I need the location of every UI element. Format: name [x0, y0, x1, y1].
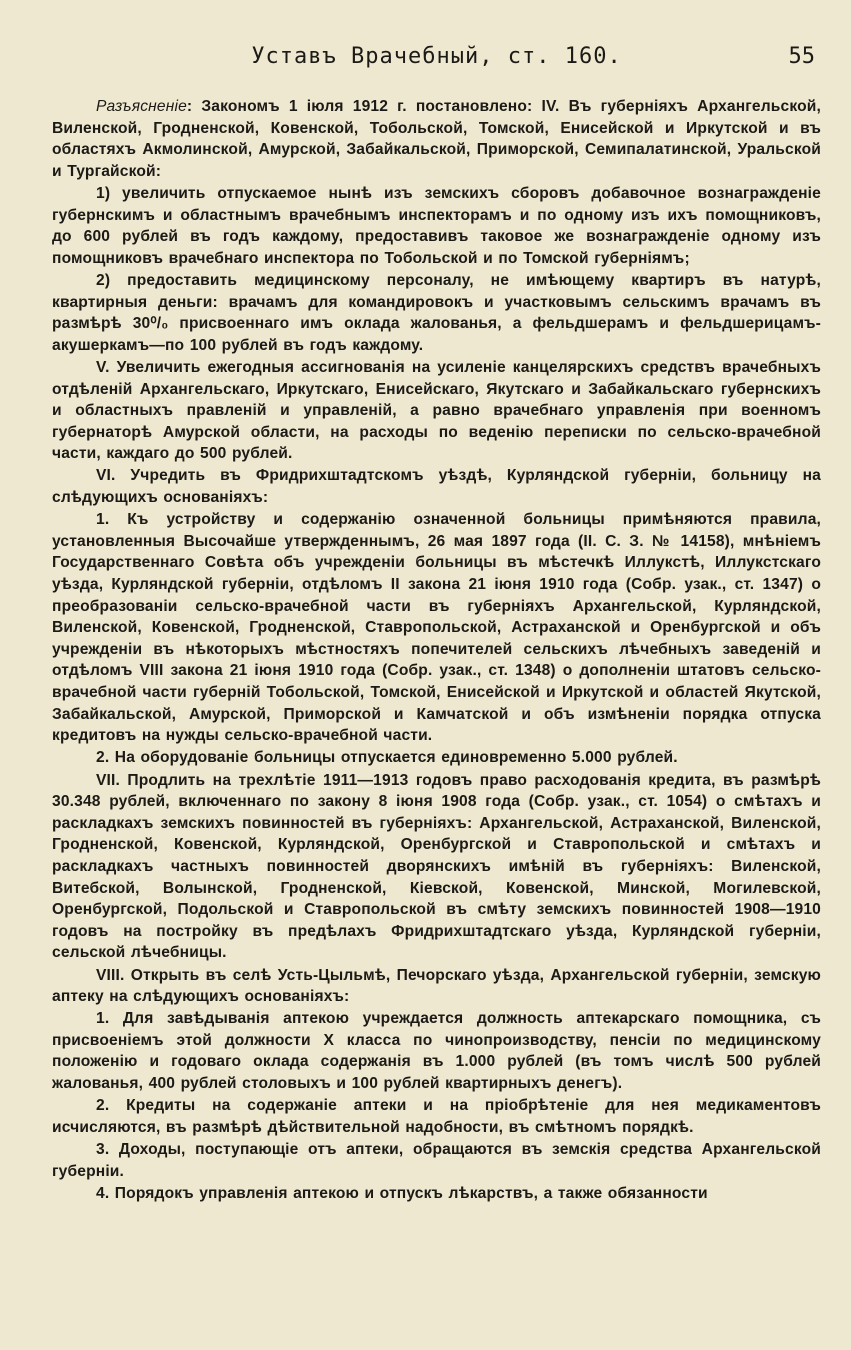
intro-paragraph [52, 96, 821, 182]
page-header [52, 44, 821, 78]
paragraph-viii-2: 2. Кредиты на содержаніе аптеки и на пріобрѣтеніе для нея медикаментовъ исчисляются, въ размѣрѣ дѣйствительной надобности, въ смѣтномъ порядкѣ. [52, 1097, 821, 1136]
running-title: Уставъ Врачебный, ст. 160. [251, 44, 622, 69]
paragraph-section-vii: VII. Продлить на трехлѣтіе 1911—1913 годовъ право расходованія кредита, въ размѣрѣ 30.348 рублей, включеннаго по закону 8 іюня 1908 года (Собр. узак., ст. 1054) о смѣтахъ и раскладкахъ земскихъ повинностей въ губерніяхъ: Архангельской, Астраханской, Виленской, Гродненской, Ковенской, Курляндской, Оренбургской и Ставропольской и смѣтахъ и раскладкахъ частныхъ повинностей дворянскихъ имѣній въ губерніяхъ: Виленской, Витебской, Волынской, Гродненской, Кіевской, Ковенской, Минской, Могилевской, Оренбургской, Подольской и Ставропольской въ смѣту земскихъ повинностей 1908—1910 годовъ на постройку въ предѣлахъ Фридрихштадтскаго уѣзда, Курляндской губерніи, сельской лѣчебницы. [52, 771, 821, 962]
document-body [52, 96, 821, 1204]
page-number: 55 [788, 44, 815, 69]
paragraph-1: 1) увеличить отпускаемое нынѣ изъ земскихъ сборовъ добавочное вознагражденіе губернскимъ и областнымъ врачебнымъ инспекторамъ и по одному изъ ихъ помощниковъ, до 600 рублей въ годъ каждому, предоставивъ таковое же вознагражденіе одному изъ помощниковъ врачебнаго инспектора по Тобольской и по Томской губерніямъ; [52, 184, 821, 267]
paragraph-section-viii: VIII. Открыть въ селѣ Усть-Цыльмѣ, Печорскаго уѣзда, Архангельской губерніи, земскую аптеку на слѣдующихъ основаніяхъ: [52, 966, 821, 1006]
paragraph-section-v: V. Увеличить ежегодныя ассигнованія на усиленіе канцелярскихъ средствъ врачебныхъ отдѣленій Архангельскаго, Иркутскаго, Енисейскаго, Якутскаго и Забайкальскаго губернскихъ и областныхъ правленій и управленій, а равно врачебнаго управленія при военномъ губернаторѣ Амурской области, на расходы по веденію переписки по сельско-врачебной части, каждаго до 500 рублей. [52, 358, 821, 463]
paragraph-vi-2: 2. На оборудованіе больницы отпускается единовременно 5.000 рублей. [96, 749, 678, 767]
intro-text: : Закономъ 1 іюля 1912 г. постановлено: IV. Въ губерніяхъ Архангельской, Виленской, Гродненской, Ковенской, Тобольской, Томской, Енисейской и Иркутской и въ областяхъ Акмолинской, Амурской, Забайкальской, Приморской, Семипалатинской, Уральской и Тургайской: [52, 98, 821, 180]
paragraph-vi-1: 1. Къ устройству и содержанію означенной больницы примѣняются правила, установленныя Высочайше утвержденнымъ, 26 мая 1897 года (II. С. З. № 14158), мнѣніемъ Государственнаго Совѣта объ учрежденіи больницы въ мѣстечкѣ Иллукстѣ, Иллукстскаго уѣзда, Курляндской губерніи, отдѣломъ II закона 21 іюня 1910 года (Собр. узак., ст. 1347) о преобразованіи сельско-врачебной части въ губерніяхъ Архангельской, Курляндской, Виленской, Ковенской, Гродненской, Ставропольской, Астраханской и Оренбургской и объ учрежденіи въ нѣкоторыхъ мѣстностяхъ попечителей сельскихъ лѣчебныхъ заведеній и отдѣломъ VIII закона 21 іюня 1910 года (Собр. узак., ст. 1348) о дополненіи штатовъ сельско-врачебной части губерній Тобольской, Томской, Енисейской и Иркутской и областей Якутской, Забайкальской, Амурской, Приморской и Камчатской и объ измѣненіи порядка отпуска кредитовъ на нужды сельско-врачебной части. [52, 511, 821, 745]
paragraph-viii-3: 3. Доходы, поступающіе отъ аптеки, обращаются въ земскія средства Архангельской губерніи. [52, 1141, 821, 1180]
paragraph-section-vi: VI. Учредить въ Фридрихштадтскомъ уѣздѣ, Курляндской губерніи, больницу на слѣдующихъ основаніяхъ: [52, 467, 821, 507]
paragraph-2: 2) предоставить медицинскому персоналу, не имѣющему квартиръ въ натурѣ, квартирныя деньги: врачамъ для командировокъ и участковымъ сельскимъ врачамъ въ размѣрѣ 30⁰/₀ присвоеннаго имъ оклада жалованья, а фельдшерамъ и фельдшерицамъ-акушеркамъ—по 100 рублей въ годъ каждому. [52, 271, 821, 354]
intro-label: Разъясненіе [96, 98, 187, 115]
paragraph-viii-1: 1. Для завѣдыванія аптекою учреждается должность аптекарскаго помощника, съ присвоеніемъ этой должности X класса по чинопроизводству, пенсіи по медицинскому положенію и годоваго оклада содержанія въ 1.000 рублей (въ томъ числѣ 500 рублей жалованья, 400 рублей столовыхъ и 100 рублей квартирныхъ денегъ). [52, 1010, 821, 1093]
paragraph-viii-4: 4. Порядокъ управленія аптекою и отпускъ лѣкарствъ, а также обязанности [96, 1184, 708, 1202]
